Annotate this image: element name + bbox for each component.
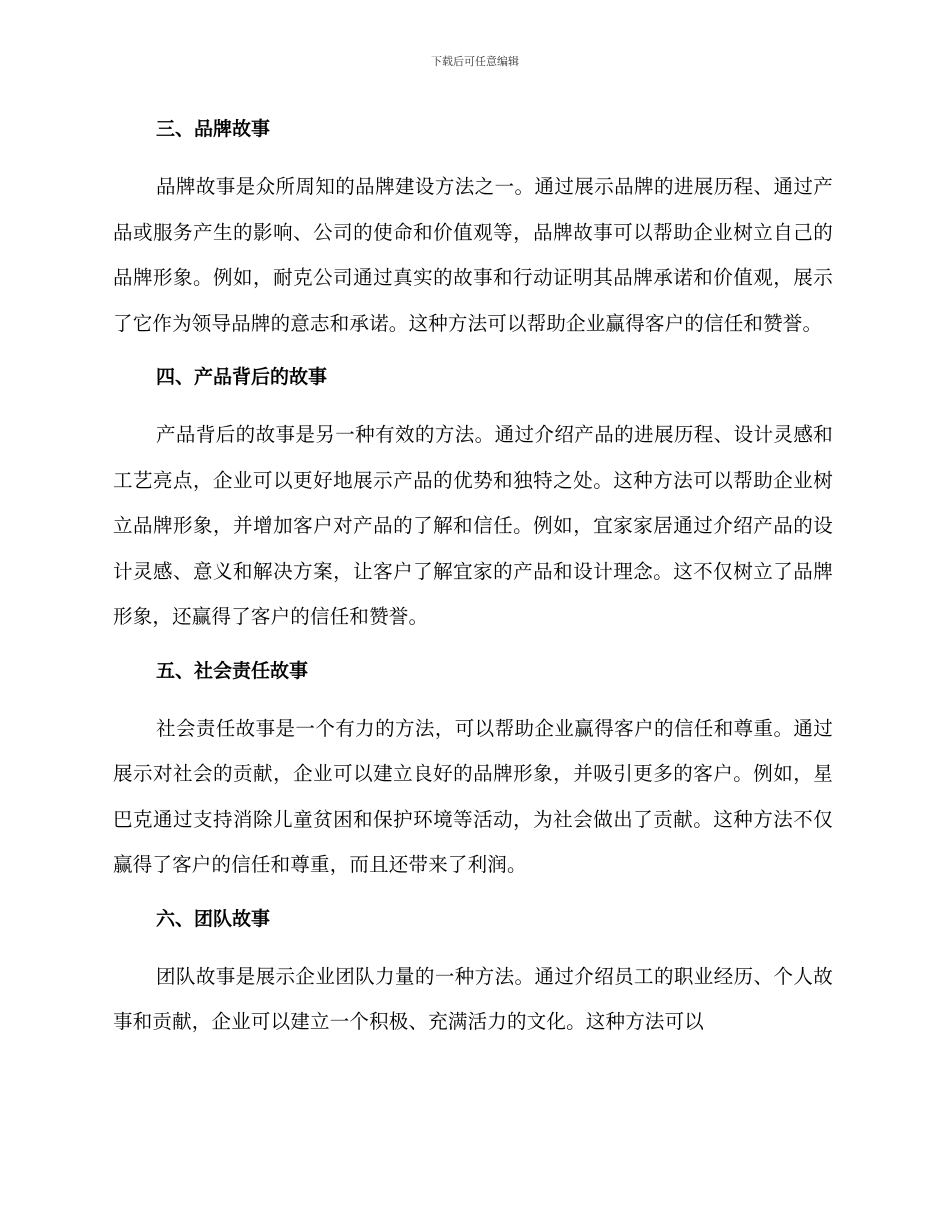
document-body xyxy=(113,110,833,1061)
section-heading-brand-story: 三、品牌故事 xyxy=(156,118,271,140)
section-paragraph-product-story: 产品背后的故事是另一种有效的方法。通过介绍产品的进展历程、设计灵感和工艺亮点，企业可以更好地展示产品的优势和独特之处。这种方法可以帮助企业树立品牌形象，并增加客户对产品的了解和信任。例如，宜家家居通过介绍产品的设计灵感、意义和解决方案，让客户了解宜家的产品和设计理念。这不仅树立了品牌形象，还赢得了客户的信任和赞誉。 xyxy=(113,423,833,628)
page-header-note: 下载后可任意编辑 xyxy=(431,55,519,68)
section-heading-product-story: 四、产品背后的故事 xyxy=(156,366,328,388)
section-paragraph-team-story: 团队故事是展示企业团队力量的一种方法。通过介绍员工的职业经历、个人故事和贡献，企业可以建立一个积极、充满活力的文化。这种方法可以 xyxy=(113,964,833,1033)
section-paragraph-brand-story: 品牌故事是众所周知的品牌建设方法之一。通过展示品牌的进展历程、通过产品或服务产生的影响、公司的使命和价值观等，品牌故事可以帮助企业树立自己的品牌形象。例如，耐克公司通过真实的故事和行动证明其品牌承诺和价值观，展示了它作为领导品牌的意志和承诺。这种方法可以帮助企业赢得客户的信任和赞誉。 xyxy=(113,175,833,335)
section-heading-social-responsibility: 五、社会责任故事 xyxy=(156,659,309,682)
section-heading-team-story: 六、团队故事 xyxy=(156,907,271,930)
section-paragraph-social-responsibility: 社会责任故事是一个有力的方法，可以帮助企业赢得客户的信任和尊重。通过展示对社会的贡献，企业可以建立良好的品牌形象，并吸引更多的客户。例如，星巴克通过支持消除儿童贫困和保护环境等活动，为社会做出了贡献。这种方法不仅赢得了客户的信任和尊重，而且还带来了利润。 xyxy=(113,716,833,876)
